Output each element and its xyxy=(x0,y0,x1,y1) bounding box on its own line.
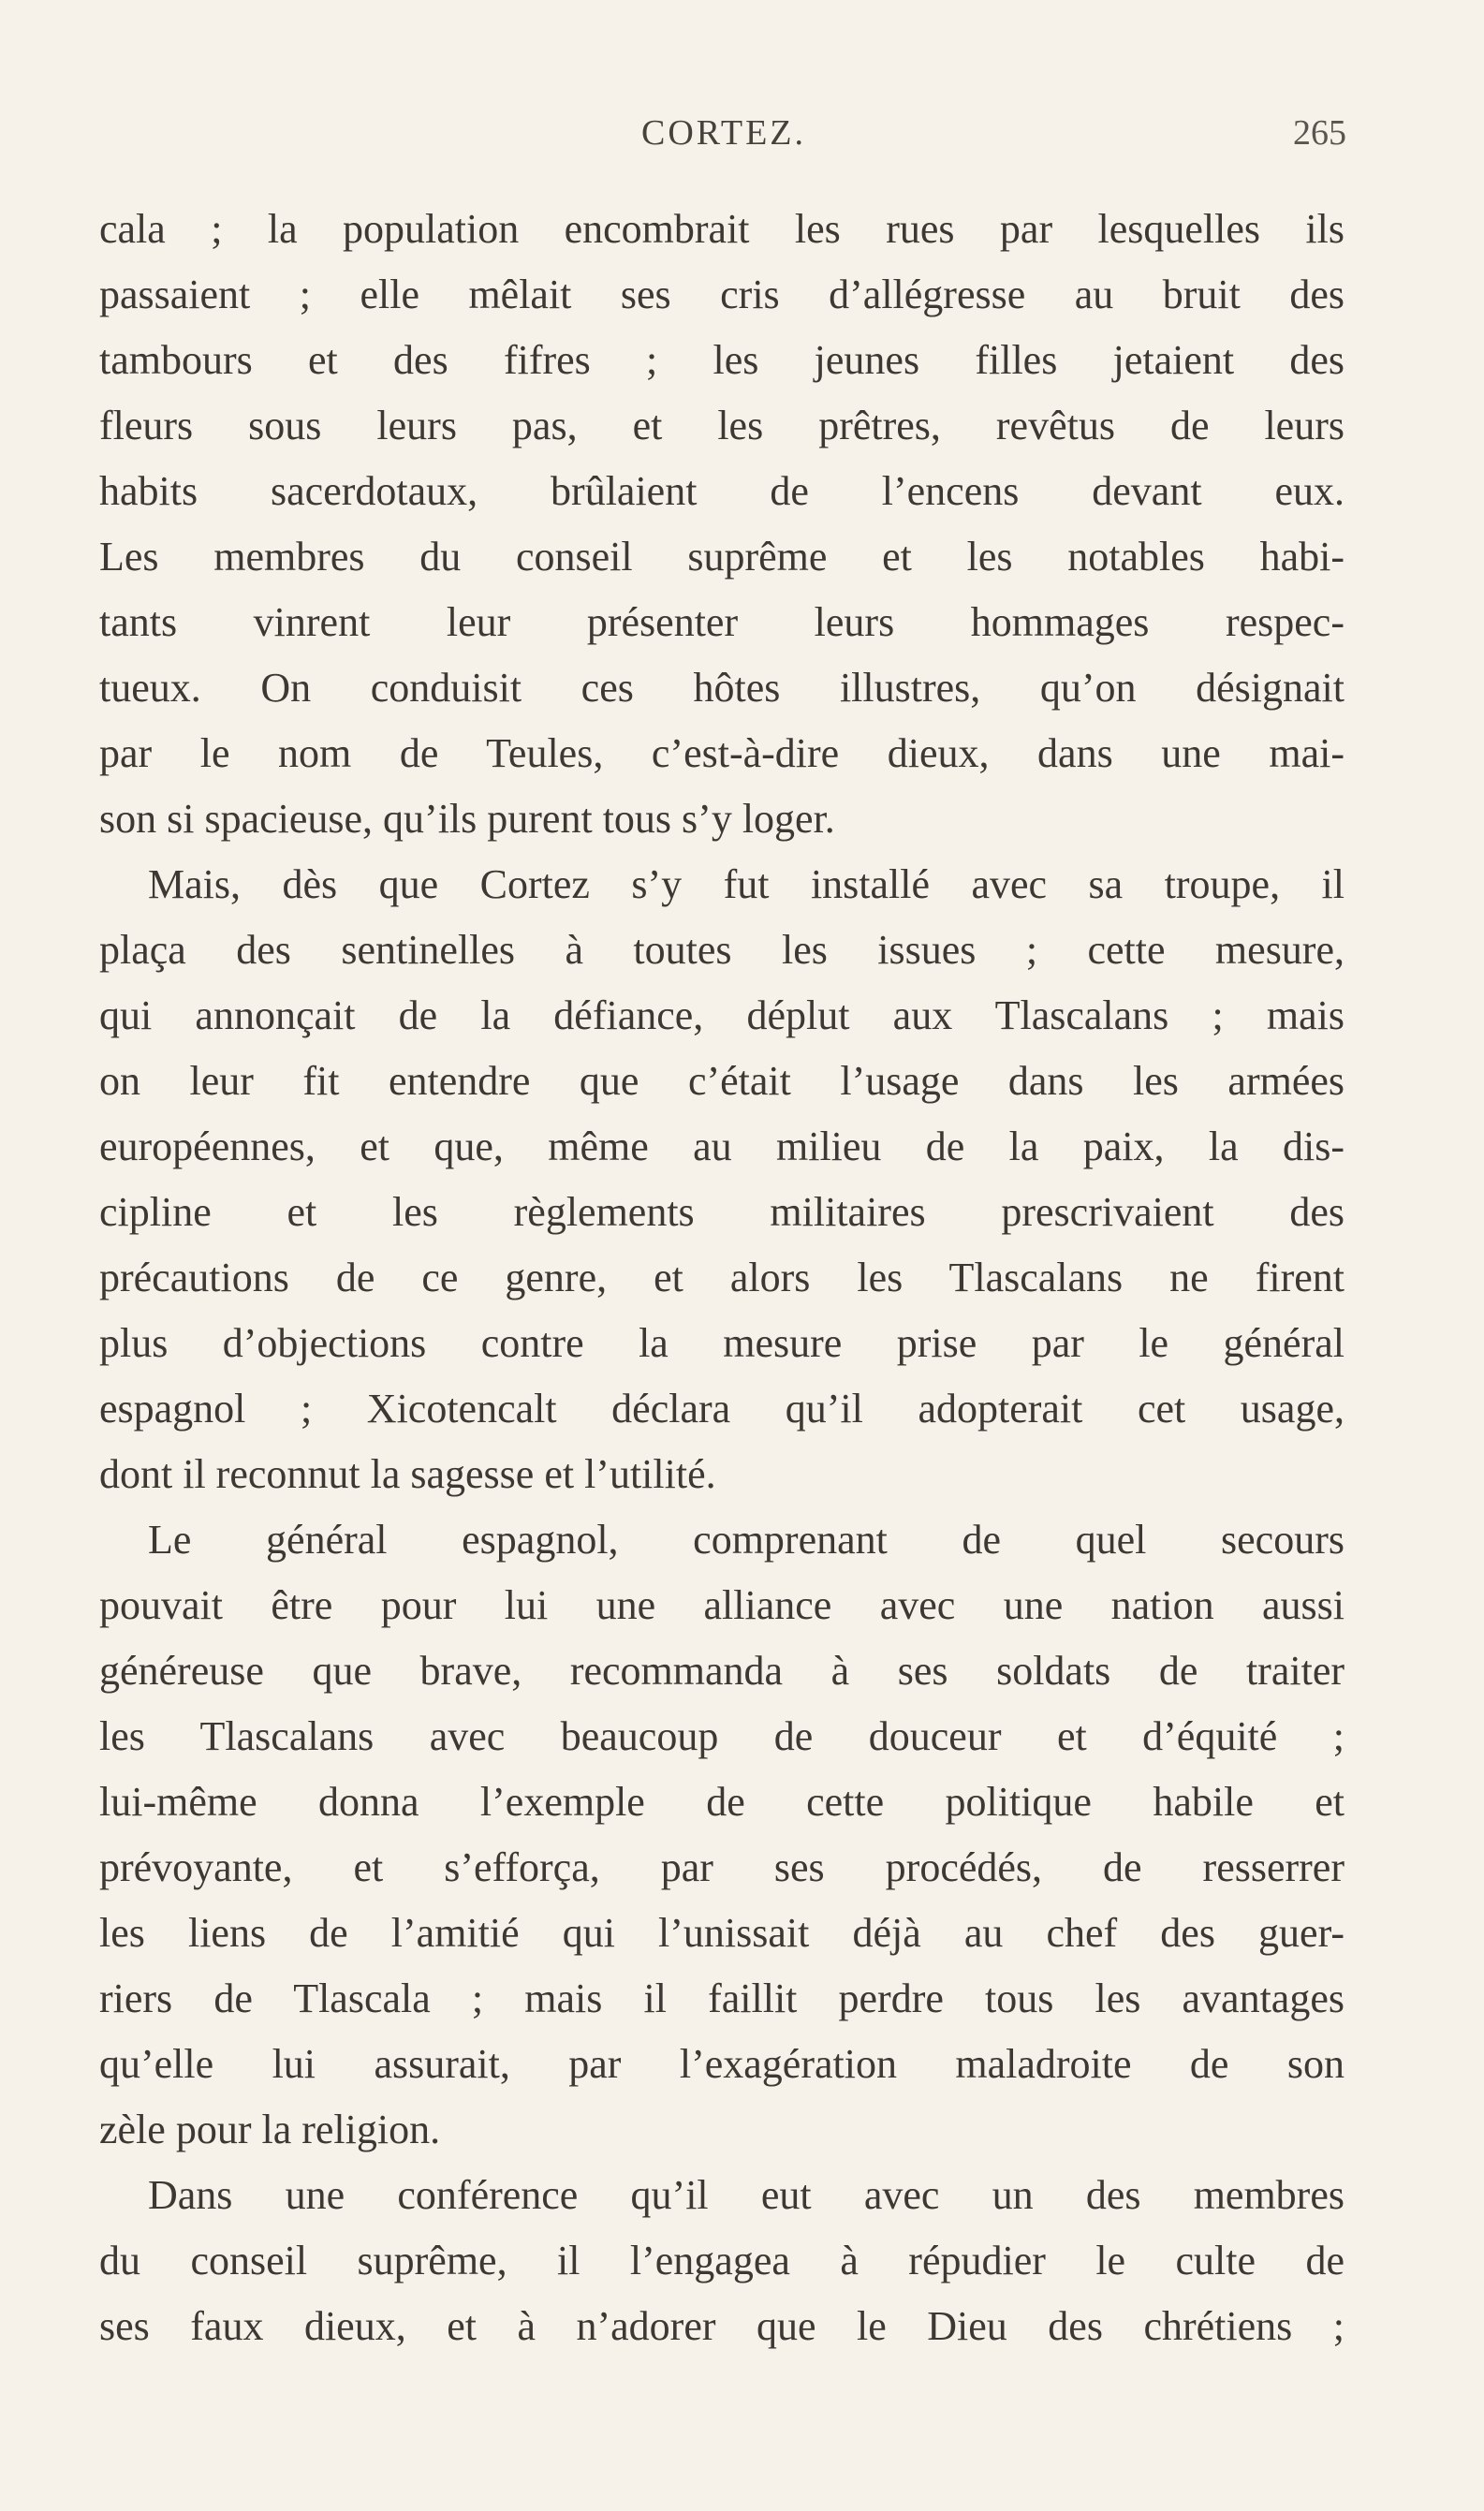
text-line: plaça des sentinelles à toutes les issues ; cette mesure, xyxy=(99,927,1344,973)
text-line: par le nom de Teules, c’est-à-dire dieux, dans une mai- xyxy=(99,730,1344,776)
text-line: Les membres du conseil suprême et les notables habi- xyxy=(99,534,1344,580)
text-line: passaient ; elle mêlait ses cris d’allégresse au bruit des xyxy=(99,272,1344,317)
text-line: tueux. On conduisit ces hôtes illustres, qu’on désignait xyxy=(99,665,1344,711)
text-line: fleurs sous leurs pas, et les prêtres, revêtus de leurs xyxy=(99,403,1344,448)
body-text xyxy=(99,197,1344,2359)
text-line: généreuse que brave, recommanda à ses soldats de traiter xyxy=(99,1648,1344,1694)
text-line: riers de Tlascala ; mais il faillit perdre tous les avantages xyxy=(99,1975,1344,2021)
text-line: espagnol ; Xicotencalt déclara qu’il adopterait cet usage, xyxy=(99,1386,1344,1432)
text-line: précautions de ce genre, et alors les Tlascalans ne firent xyxy=(99,1255,1344,1300)
text-line: on leur fit entendre que c’était l’usage dans les armées xyxy=(99,1058,1344,1104)
page-number: 265 xyxy=(1293,113,1346,153)
text-line: cipline et les règlements militaires prescrivaient des xyxy=(99,1189,1344,1235)
text-line: tants vinrent leur présenter leurs hommages respec- xyxy=(99,599,1344,645)
running-head xyxy=(101,112,1346,169)
text-line: qui annonçait de la défiance, déplut aux Tlascalans ; mais xyxy=(99,992,1344,1038)
text-line: les Tlascalans avec beaucoup de douceur et d’équité ; xyxy=(99,1713,1344,1759)
paragraph-first-line: Le général espagnol, comprenant de quel secours xyxy=(148,1517,1344,1563)
text-line: européennes, et que, même au milieu de la paix, la dis- xyxy=(99,1123,1344,1169)
text-line: zèle pour la religion. xyxy=(99,2107,441,2152)
text-line: dont il reconnut la sagesse et l’utilité. xyxy=(99,1451,716,1497)
paragraph-first-line: Dans une conférence qu’il eut avec un des membres xyxy=(148,2172,1344,2218)
text-line: qu’elle lui assurait, par l’exagération maladroite de son xyxy=(99,2041,1344,2087)
text-line: lui-même donna l’exemple de cette politique habile et xyxy=(99,1779,1344,1825)
text-line: pouvait être pour lui une alliance avec une nation aussi xyxy=(99,1582,1344,1628)
text-line: son si spacieuse, qu’ils purent tous s’y loger. xyxy=(99,796,835,842)
chapter-title: CORTEZ. xyxy=(641,113,806,153)
text-line: cala ; la population encombrait les rues par lesquelles ils xyxy=(99,206,1344,252)
text-line: tambours et des fifres ; les jeunes filles jetaient des xyxy=(99,337,1344,383)
text-line: les liens de l’amitié qui l’unissait déjà au chef des guer- xyxy=(99,1910,1344,1956)
text-line: plus d’objections contre la mesure prise par le général xyxy=(99,1320,1344,1366)
paragraph-first-line: Mais, dès que Cortez s’y fut installé avec sa troupe, il xyxy=(148,861,1344,907)
text-line: du conseil suprême, il l’engagea à répudier le culte de xyxy=(99,2238,1344,2283)
text-line: prévoyante, et s’efforça, par ses procédés, de resserrer xyxy=(99,1844,1344,1890)
text-line: ses faux dieux, et à n’adorer que le Dieu des chrétiens ; xyxy=(99,2303,1344,2349)
text-line: habits sacerdotaux, brûlaient de l’encens devant eux. xyxy=(99,468,1344,514)
